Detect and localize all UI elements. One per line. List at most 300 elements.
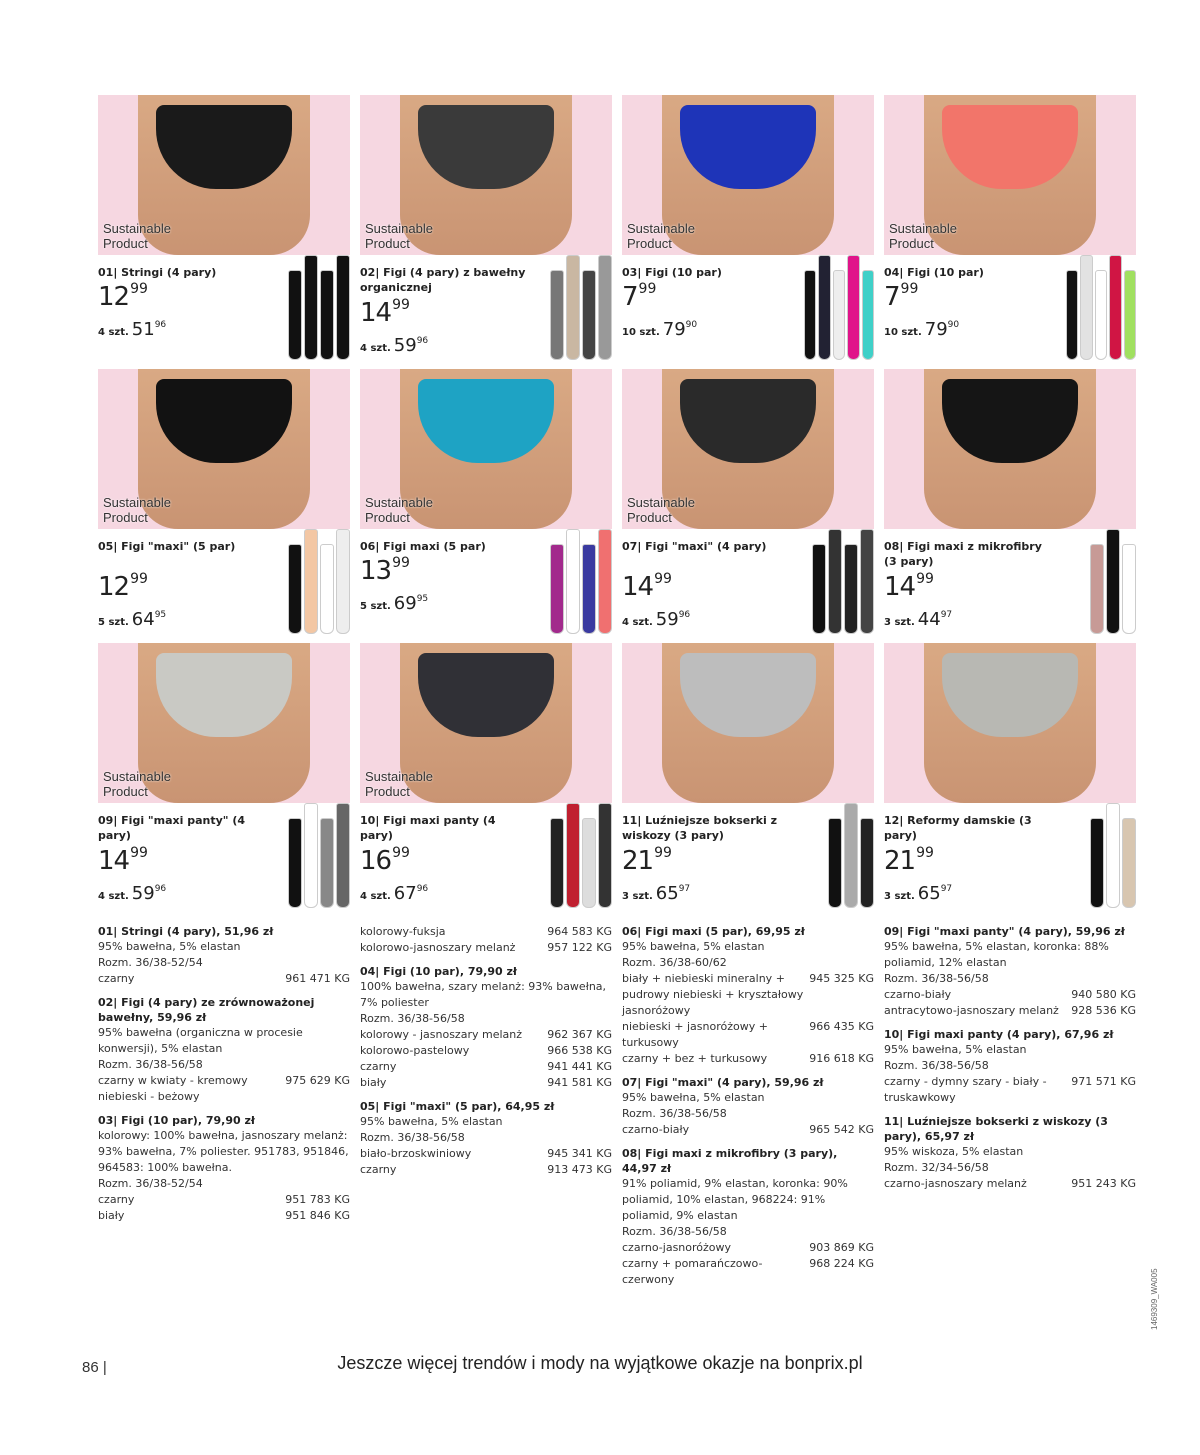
- variant-name: kolorowo-pastelowy: [360, 1044, 470, 1057]
- product-card[interactable]: [622, 369, 874, 641]
- pack-item: [598, 255, 612, 360]
- product-name: Figi maxi panty (4 pary): [360, 814, 496, 842]
- product-title: [360, 813, 530, 843]
- pack-item: [860, 818, 874, 908]
- price-cents: 99: [638, 281, 657, 297]
- detail-line: Rozm. 36/38-56/58: [98, 1058, 203, 1071]
- pack-item: [566, 529, 580, 634]
- multi-price: [622, 609, 690, 630]
- multi-price: [884, 883, 952, 904]
- price-main: 13: [360, 556, 392, 586]
- variant-row: [98, 1192, 350, 1208]
- price-cents: 99: [654, 571, 672, 587]
- multi-label: 5 szt.: [360, 601, 391, 612]
- product-name: Stringi (4 pary): [121, 266, 217, 279]
- price-cents: 99: [900, 281, 919, 297]
- detail-line: 95% bawełna, 5% elastan, koronka: 88% poliamid, 12% elastan: [884, 940, 1109, 969]
- multi-main: 64: [131, 609, 155, 630]
- product-name: Figi "maxi" (4 pary): [645, 540, 767, 553]
- variant-name: czarny + bez + turkusowy: [622, 1052, 768, 1065]
- detail-title: 04| Figi (10 par), 79,90 zł: [360, 965, 517, 978]
- variant-row: [622, 1051, 874, 1067]
- product-card[interactable]: [884, 95, 1136, 367]
- price-main: 12: [98, 282, 130, 312]
- multi-price: [884, 609, 952, 630]
- multi-label: 3 szt.: [884, 891, 915, 902]
- pack-item: [1106, 803, 1120, 908]
- detail-line: 95% bawełna, 5% elastan: [360, 1115, 503, 1128]
- price: [622, 281, 656, 312]
- pack-item: [320, 544, 334, 634]
- pack-item: [862, 270, 874, 360]
- product-number: 01: [98, 266, 114, 279]
- price-cents: 99: [916, 845, 934, 861]
- price-main: 16: [360, 846, 392, 876]
- multi-price: [360, 593, 428, 614]
- multi-price: [622, 883, 690, 904]
- sustainable-label: Sustainable Product: [889, 221, 957, 251]
- product-card[interactable]: [622, 95, 874, 367]
- pack-item: [304, 255, 318, 360]
- pack-item: [844, 803, 858, 908]
- multi-label: 3 szt.: [884, 617, 915, 628]
- product-card[interactable]: [360, 643, 612, 915]
- pack-item: [582, 270, 596, 360]
- separator: |: [375, 814, 384, 827]
- price-main: 14: [884, 572, 916, 602]
- pack-image: [542, 245, 612, 360]
- detail-title: 01| Stringi (4 pary), 51,96 zł: [98, 925, 274, 938]
- product-name: Figi "maxi panty" (4 pary): [98, 814, 246, 842]
- product-number: 06: [360, 540, 376, 553]
- multi-cents: 95: [416, 594, 429, 604]
- pack-item: [1106, 529, 1120, 634]
- variant-row: [360, 1162, 612, 1178]
- variant-name: kolorowo-jasnoszary melanż: [360, 941, 516, 954]
- detail-title: 06| Figi maxi (5 par), 69,95 zł: [622, 925, 805, 938]
- product-title: [622, 539, 792, 554]
- product-card[interactable]: [622, 643, 874, 915]
- pack-item: [336, 803, 350, 908]
- multi-main: 59: [393, 335, 417, 356]
- multi-main: 51: [131, 319, 155, 340]
- side-code: 1469309_WA005: [1150, 1268, 1159, 1330]
- product-name: Reformy damskie (3 pary): [884, 814, 1032, 842]
- sustainable-label: Sustainable Product: [627, 221, 695, 251]
- variant-row: [622, 1019, 874, 1051]
- detail-block: [884, 1027, 1136, 1106]
- product-number: 09: [98, 814, 114, 827]
- detail-line: Rozm. 36/38-56/58: [884, 1059, 989, 1072]
- product-title: [622, 265, 792, 280]
- pack-item: [1109, 255, 1121, 360]
- price: [884, 571, 934, 602]
- detail-line: 95% bawełna, 5% elastan: [622, 1091, 765, 1104]
- price: [884, 281, 918, 312]
- product-card[interactable]: [98, 643, 350, 915]
- detail-block: [98, 924, 350, 987]
- sustainable-label: Sustainable Product: [365, 221, 433, 251]
- product-title: [622, 813, 792, 843]
- pack-image: [804, 519, 874, 634]
- pack-image: [1066, 793, 1136, 908]
- details-col-1: [98, 924, 350, 1232]
- variant-name: czarno-jasnoróżowy: [622, 1241, 732, 1254]
- pack-item: [304, 529, 318, 634]
- separator: |: [113, 266, 122, 279]
- multi-label: 3 szt.: [622, 891, 653, 902]
- product-number: 04: [884, 266, 900, 279]
- price: [622, 845, 672, 876]
- separator: |: [637, 266, 646, 279]
- price-cents: 99: [916, 571, 934, 587]
- variant-name: kolorowy - jasnoszary melanż: [360, 1028, 523, 1041]
- variant-name: biały: [98, 1209, 125, 1222]
- detail-line: Rozm. 36/38-60/62: [622, 956, 727, 969]
- variant-code: 971 571 KG: [1071, 1075, 1136, 1088]
- variant-code: 903 869 KG: [809, 1241, 874, 1254]
- pack-item: [304, 803, 318, 908]
- price: [360, 845, 410, 876]
- multi-cents: 96: [416, 336, 429, 346]
- detail-block: [98, 995, 350, 1105]
- product-card[interactable]: [360, 95, 612, 367]
- product-title: [98, 265, 268, 280]
- pack-item: [1095, 270, 1107, 360]
- variant-name: czarny - dymny szary - biały - truskawkowy: [884, 1075, 1047, 1104]
- product-title: [98, 813, 268, 843]
- price-cents: 99: [130, 571, 148, 587]
- product-name: Figi "maxi" (5 par): [121, 540, 236, 553]
- multi-price: [98, 609, 166, 630]
- product-number: 07: [622, 540, 638, 553]
- sustainable-label: Sustainable Product: [365, 769, 433, 799]
- product-number: 10: [360, 814, 376, 827]
- variant-row: [360, 1059, 612, 1075]
- price-cents: 99: [130, 281, 148, 297]
- product-card[interactable]: [98, 369, 350, 641]
- variant-name: czarny: [360, 1060, 397, 1073]
- separator: |: [899, 540, 908, 553]
- pack-item: [860, 529, 874, 634]
- variant-code: 964 583 KG: [547, 925, 612, 938]
- separator: |: [375, 540, 384, 553]
- pack-item: [1122, 544, 1136, 634]
- multi-cents: 97: [940, 610, 953, 620]
- pack-item: [550, 544, 564, 634]
- variant-row: [884, 1003, 1136, 1019]
- variant-row: [98, 1073, 350, 1105]
- variant-code: 951 243 KG: [1071, 1177, 1136, 1190]
- detail-line: Rozm. 36/38-56/58: [360, 1012, 465, 1025]
- pack-item: [550, 818, 564, 908]
- pack-image: [1066, 519, 1136, 634]
- detail-block: [360, 964, 612, 1091]
- pack-item: [566, 803, 580, 908]
- variant-code: 928 536 KG: [1071, 1004, 1136, 1017]
- price: [98, 571, 148, 602]
- detail-block: [360, 1099, 612, 1178]
- pack-image: [542, 793, 612, 908]
- product-number: 11: [622, 814, 638, 827]
- detail-line: 95% bawełna, 5% elastan: [98, 940, 241, 953]
- multi-price: [884, 319, 959, 340]
- variant-name: czarny w kwiaty - kremowy niebieski - beżowy: [98, 1074, 248, 1103]
- variant-code: 957 122 KG: [547, 941, 612, 954]
- variant-code: 916 618 KG: [809, 1052, 874, 1065]
- detail-line: Rozm. 36/38-56/58: [622, 1107, 727, 1120]
- multi-cents: 96: [416, 884, 429, 894]
- variant-row: [884, 1074, 1136, 1106]
- variant-row: [622, 1240, 874, 1256]
- product-name: Figi (4 pary) z bawełny organicznej: [360, 266, 526, 294]
- price-main: 21: [884, 846, 916, 876]
- sustainable-label: Sustainable Product: [103, 495, 171, 525]
- variant-row: [360, 924, 612, 940]
- product-name: Figi maxi z mikrofibry (3 pary): [884, 540, 1042, 568]
- product-card[interactable]: [884, 643, 1136, 915]
- product-title: [884, 539, 1054, 569]
- details-col-4: [884, 924, 1136, 1200]
- variant-name: czarno-biały: [622, 1123, 690, 1136]
- multi-label: 10 szt.: [622, 327, 660, 338]
- variant-code: 965 542 KG: [809, 1123, 874, 1136]
- detail-line: Rozm. 36/38-56/58: [884, 972, 989, 985]
- pack-item: [336, 255, 350, 360]
- price-main: 21: [622, 846, 654, 876]
- pack-item: [288, 818, 302, 908]
- product-photo: [884, 643, 1136, 803]
- multi-main: 65: [655, 883, 679, 904]
- variant-code: 962 367 KG: [547, 1028, 612, 1041]
- separator: |: [637, 540, 646, 553]
- price-main: 14: [360, 298, 392, 328]
- pack-item: [320, 270, 334, 360]
- product-photo: [622, 643, 874, 803]
- multi-cents: 95: [154, 610, 167, 620]
- variant-row: [360, 1043, 612, 1059]
- detail-line: 95% wiskoza, 5% elastan: [884, 1145, 1024, 1158]
- product-name: Luźniejsze bokserki z wiskozy (3 pary): [622, 814, 777, 842]
- pack-image: [280, 245, 350, 360]
- multi-cents: 97: [940, 884, 953, 894]
- variant-code: 975 629 KG: [285, 1074, 350, 1087]
- detail-title: 07| Figi "maxi" (4 pary), 59,96 zł: [622, 1076, 824, 1089]
- pack-item: [844, 544, 858, 634]
- variant-name: czarny + pomarańczowo-czerwony: [622, 1257, 763, 1286]
- pack-item: [288, 544, 302, 634]
- separator: |: [113, 540, 122, 553]
- price: [98, 281, 148, 312]
- multi-label: 4 szt.: [622, 617, 653, 628]
- detail-line: Rozm. 36/38-56/58: [360, 1131, 465, 1144]
- multi-main: 59: [655, 609, 679, 630]
- detail-line: Rozm. 36/38-52/54: [98, 956, 203, 969]
- pack-item: [1090, 818, 1104, 908]
- multi-cents: 90: [685, 320, 698, 330]
- multi-label: 5 szt.: [98, 617, 129, 628]
- variant-code: 966 435 KG: [809, 1020, 874, 1033]
- multi-price: [98, 883, 166, 904]
- detail-line: Rozm. 36/38-52/54: [98, 1177, 203, 1190]
- product-card[interactable]: [360, 369, 612, 641]
- variant-code: 968 224 KG: [809, 1257, 874, 1270]
- detail-block: [622, 924, 874, 1067]
- pack-item: [288, 270, 302, 360]
- pack-item: [828, 818, 842, 908]
- separator: |: [899, 266, 908, 279]
- multi-main: 44: [917, 609, 941, 630]
- variant-name: czarny: [360, 1163, 397, 1176]
- product-title: [884, 265, 1054, 280]
- multi-price: [98, 319, 166, 340]
- detail-title: 02| Figi (4 pary) ze zrównoważonej bawełny, 59,96 zł: [98, 996, 315, 1024]
- pack-image: [542, 519, 612, 634]
- price-main: 14: [98, 846, 130, 876]
- sustainable-label: Sustainable Product: [365, 495, 433, 525]
- separator: |: [113, 814, 122, 827]
- product-number: 02: [360, 266, 376, 279]
- variant-row: [884, 1176, 1136, 1192]
- variant-row: [622, 1122, 874, 1138]
- pack-image: [1066, 245, 1136, 360]
- detail-title: 10| Figi maxi panty (4 pary), 67,96 zł: [884, 1028, 1114, 1041]
- pack-image: [280, 519, 350, 634]
- multi-label: 10 szt.: [884, 327, 922, 338]
- product-photo: [884, 369, 1136, 529]
- detail-title: 11| Luźniejsze bokserki z wiskozy (3 pary), 65,97 zł: [884, 1115, 1108, 1143]
- pack-item: [1122, 818, 1136, 908]
- price-cents: 99: [392, 297, 410, 313]
- price-main: 7: [884, 282, 900, 312]
- details-col-3: [622, 924, 874, 1296]
- pack-item: [598, 529, 612, 634]
- detail-block: [622, 1146, 874, 1288]
- pack-item: [804, 270, 816, 360]
- variant-name: czarno-biały: [884, 988, 952, 1001]
- detail-block: [360, 924, 612, 956]
- detail-block: [622, 1075, 874, 1138]
- price-cents: 99: [654, 845, 672, 861]
- pack-item: [833, 270, 845, 360]
- detail-title: 05| Figi "maxi" (5 par), 64,95 zł: [360, 1100, 555, 1113]
- multi-main: 65: [917, 883, 941, 904]
- detail-title: 09| Figi "maxi panty" (4 pary), 59,96 zł: [884, 925, 1125, 938]
- pack-image: [280, 793, 350, 908]
- pack-item: [847, 255, 859, 360]
- product-name: Figi maxi (5 par): [383, 540, 486, 553]
- detail-line: 95% bawełna (organiczna w procesie konwersji), 5% elastan: [98, 1026, 303, 1055]
- variant-row: [360, 940, 612, 956]
- price: [622, 571, 672, 602]
- sustainable-label: Sustainable Product: [103, 221, 171, 251]
- product-name: Figi (10 par): [907, 266, 984, 279]
- pack-item: [598, 803, 612, 908]
- product-number: 03: [622, 266, 638, 279]
- multi-cents: 96: [678, 610, 691, 620]
- variant-name: czarny: [98, 972, 135, 985]
- product-card[interactable]: [884, 369, 1136, 641]
- separator: |: [375, 266, 384, 279]
- detail-line: Rozm. 32/34-56/58: [884, 1161, 989, 1174]
- multi-main: 59: [131, 883, 155, 904]
- variant-code: 941 441 KG: [547, 1060, 612, 1073]
- product-title: [98, 539, 268, 554]
- pack-item: [1080, 255, 1092, 360]
- detail-line: Rozm. 36/38-56/58: [622, 1225, 727, 1238]
- product-number: 05: [98, 540, 114, 553]
- sustainable-label: Sustainable Product: [103, 769, 171, 799]
- multi-price: [622, 319, 697, 340]
- multi-cents: 96: [154, 884, 167, 894]
- pack-item: [550, 270, 564, 360]
- multi-main: 69: [393, 593, 417, 614]
- pack-image: [804, 793, 874, 908]
- variant-code: 951 846 KG: [285, 1209, 350, 1222]
- variant-name: czarno-jasnoszary melanż: [884, 1177, 1027, 1190]
- multi-cents: 97: [678, 884, 691, 894]
- detail-title: 08| Figi maxi z mikrofibry (3 pary), 44,97 zł: [622, 1147, 838, 1175]
- product-card[interactable]: [98, 95, 350, 367]
- variant-row: [360, 1146, 612, 1162]
- pack-item: [1124, 270, 1136, 360]
- detail-line: 91% poliamid, 9% elastan, koronka: 90% poliamid, 10% elastan, 968224: 91% poliamid, 9% elastan: [622, 1177, 848, 1222]
- product-number: 08: [884, 540, 900, 553]
- variant-name: czarny: [98, 1193, 135, 1206]
- variant-row: [884, 987, 1136, 1003]
- multi-label: 4 szt.: [360, 891, 391, 902]
- price-cents: 99: [392, 555, 410, 571]
- pack-item: [1066, 270, 1078, 360]
- product-name: Figi (10 par): [645, 266, 722, 279]
- price: [360, 297, 410, 328]
- multi-main: 67: [393, 883, 417, 904]
- variant-code: 940 580 KG: [1071, 988, 1136, 1001]
- detail-block: [884, 924, 1136, 1019]
- price: [884, 845, 934, 876]
- pack-item: [320, 818, 334, 908]
- variant-row: [98, 971, 350, 987]
- price-main: 7: [622, 282, 638, 312]
- detail-line: 95% bawełna, 5% elastan: [622, 940, 765, 953]
- variant-name: niebieski + jasnoróżowy + turkusowy: [622, 1020, 768, 1049]
- detail-block: [884, 1114, 1136, 1192]
- variant-name: biały + niebieski mineralny + pudrowy niebieski + kryształowy jasnoróżowy: [622, 972, 804, 1017]
- page-number: 86 |: [82, 1359, 107, 1376]
- multi-cents: 90: [947, 320, 960, 330]
- pack-image: [804, 245, 874, 360]
- multi-price: [360, 883, 428, 904]
- price-main: 14: [622, 572, 654, 602]
- multi-main: 79: [924, 319, 948, 340]
- variant-name: biały: [360, 1076, 387, 1089]
- pack-item: [828, 529, 842, 634]
- pack-item: [566, 255, 580, 360]
- multi-cents: 96: [154, 320, 167, 330]
- multi-label: 4 szt.: [98, 891, 129, 902]
- price: [98, 845, 148, 876]
- detail-line: 100% bawełna, szary melanż: 93% bawełna, 7% poliester: [360, 980, 607, 1009]
- price-main: 12: [98, 572, 130, 602]
- footer-slogan: Jeszcze więcej trendów i mody na wyjątkowe okazje na bonprix.pl: [337, 1353, 863, 1373]
- price-cents: 99: [130, 845, 148, 861]
- variant-code: 941 581 KG: [547, 1076, 612, 1089]
- pack-item: [582, 818, 596, 908]
- multi-main: 79: [662, 319, 686, 340]
- detail-title: 03| Figi (10 par), 79,90 zł: [98, 1114, 255, 1127]
- detail-block: [98, 1113, 350, 1224]
- product-title: [360, 265, 530, 295]
